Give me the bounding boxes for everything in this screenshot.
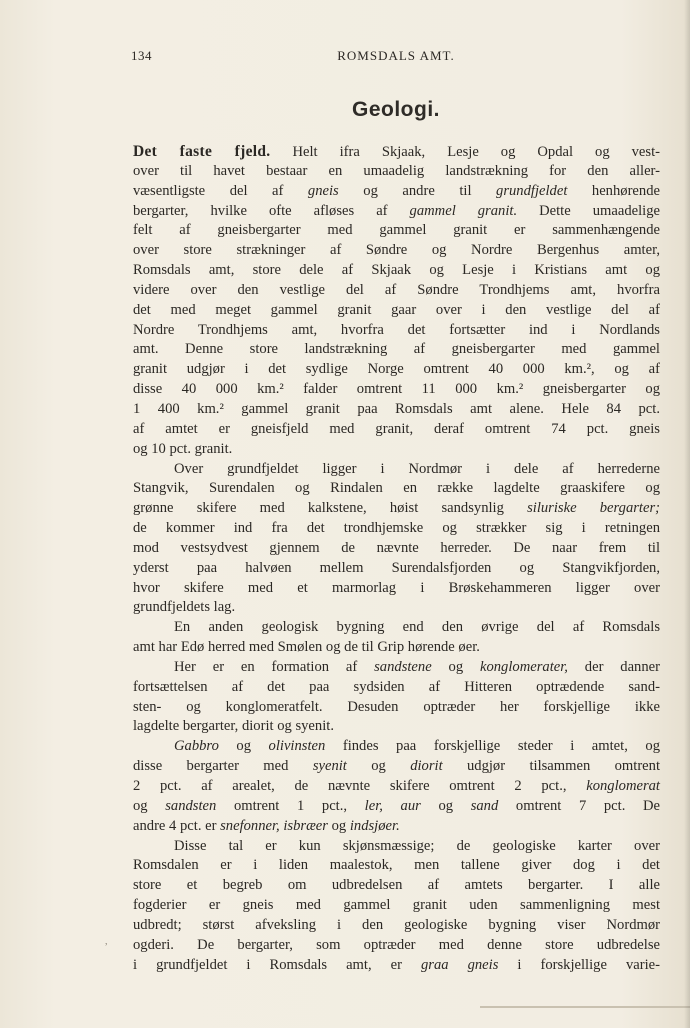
text-run: omtrent 1 pct., — [216, 797, 365, 814]
text-run: 1 400 km.² gammel granit paa Romsdals amt alene. Hele 84 pct. — [133, 400, 660, 417]
italic-term: sandsten — [165, 797, 217, 814]
margin-mark: , — [105, 936, 108, 947]
text-line — [133, 241, 660, 261]
text-line — [133, 202, 660, 222]
italic-term: graa gneis — [420, 956, 499, 973]
italic-term: sandstene — [374, 658, 432, 675]
text-line — [133, 380, 660, 400]
text-line — [133, 162, 660, 182]
text-line — [133, 956, 660, 976]
text-line — [133, 479, 660, 499]
text-run: og 10 pct. granit. — [133, 440, 233, 457]
text-line — [133, 460, 660, 480]
text-run: Romsdalen er i liden maalestok, men tallene giver dog i det — [133, 857, 660, 874]
text-line — [133, 182, 660, 202]
text-line — [133, 797, 660, 817]
text-run: over store strækninger af Søndre og Nordre Bergenhus amter, — [133, 242, 660, 259]
text-run: granit udgjør i det sydlige Norge omtrent 40 000 km.², og af — [133, 361, 660, 378]
text-line — [133, 420, 660, 440]
text-line — [133, 539, 660, 559]
italic-term: syenit — [312, 758, 347, 775]
text-run: yderst paa halvøen mellem Surendalsfjorden og Stangvikfjorden, — [133, 559, 660, 576]
text-run: bergarter, hvilke ofte afløses af — [133, 202, 410, 219]
text-run: og — [346, 758, 411, 775]
text-run: findes paa forskjellige steder i amtet, og — [325, 738, 660, 755]
italic-term: konglomerater, — [479, 658, 568, 675]
text-run: mod vestsydvest gjennem de nævnte herreder. De naar frem til — [133, 539, 660, 556]
text-line — [133, 559, 660, 579]
text-line — [133, 876, 660, 896]
text-line — [133, 598, 660, 618]
text-line — [133, 579, 660, 599]
text-run: disse bergarter med — [133, 758, 313, 775]
text-line — [133, 658, 660, 678]
italic-term: Gabbro — [174, 738, 219, 755]
text-line — [133, 936, 660, 956]
text-line — [133, 817, 660, 837]
text-run: fogderier er gneis med gammel granit uden sammenligning mest — [133, 897, 660, 914]
text-run: grundfjeldets lag. — [133, 599, 236, 616]
text-run: og — [218, 738, 269, 755]
page-shadow — [684, 0, 690, 1028]
text-line — [133, 519, 660, 539]
text-line — [133, 340, 660, 360]
text-line — [133, 638, 660, 658]
text-line — [133, 678, 660, 698]
text-line — [133, 896, 660, 916]
text-line — [133, 321, 660, 341]
page-edge — [480, 1006, 690, 1008]
text-run: over til havet bestaar en umaadelig landstrækning for den aller- — [133, 162, 660, 179]
page-number: 134 — [131, 48, 152, 63]
text-run: Her er en formation af — [174, 658, 375, 675]
text-run: store et begreb om udbredelsen af amtets bergarter. I alle — [133, 877, 660, 894]
text-run: de kommer ind fra det trondhjemske og strækker sig i retningen — [133, 520, 660, 537]
text-line — [133, 360, 660, 380]
page-header — [131, 48, 661, 68]
text-run: der danner — [567, 658, 660, 675]
text-run: omtrent 7 pct. De — [498, 797, 661, 814]
text-run: udgjør tilsammen omtrent — [442, 758, 661, 775]
text-run: lagdelte bergarter, diorit og syenit. — [133, 718, 334, 735]
text-run: felt af gneisbergarter med gammel granit er sammenhængende — [133, 222, 660, 239]
text-line — [133, 440, 660, 460]
text-run: amt har Edø herred med Smølen og de til Grip hørende øer. — [133, 639, 480, 656]
text-run: væsentligste del af — [133, 182, 308, 199]
text-line — [133, 916, 660, 936]
text-run: af amtet er gneisfjeld med granit, deraf omtrent 74 pct. gneis — [133, 420, 660, 437]
text-run: Dette umaadelige — [517, 202, 660, 219]
italic-term: konglomerat — [586, 778, 660, 794]
text-run: En anden geologisk bygning end den øvrige del af Romsdals — [174, 619, 660, 636]
text-line — [133, 856, 660, 876]
running-head: ROMSDALS AMT. — [337, 48, 455, 63]
text-line — [133, 777, 660, 797]
section-title: Geologi. — [352, 98, 440, 121]
text-run: og — [327, 817, 350, 834]
text-run: hvor skifere med et marmorlag i Brøskehammeren ligger over — [133, 579, 660, 596]
text-line — [133, 221, 660, 241]
text-line — [133, 142, 660, 162]
text-run: Over grundfjeldet ligger i Nordmør i dele af herrederne — [174, 460, 660, 477]
text-run: grønne skifere med kalkstene, høist sandsynlig — [133, 500, 528, 517]
text-line — [133, 618, 660, 638]
text-run: ogderi. De bergarter, som optræder med denne store udbredelse — [133, 936, 660, 953]
paragraph-lead: Det faste fjeld. — [133, 143, 271, 160]
text-run: Romsdals amt, store dele af Skjaak og Lesje i Kristians amt og — [133, 262, 660, 279]
text-run: og — [420, 797, 471, 814]
text-line — [133, 261, 660, 281]
text-line — [133, 400, 660, 420]
text-line — [133, 757, 660, 777]
italic-term: olivinsten — [268, 738, 326, 755]
text-line — [133, 301, 660, 321]
italic-term: sand — [470, 797, 499, 814]
italic-term: indsjøer. — [349, 817, 400, 834]
italic-term: siluriske bergarter; — [527, 500, 660, 517]
text-run: fortsættelsen af det paa sydsiden af Hitteren optrædende sand- — [133, 678, 660, 695]
text-run: og andre til — [338, 182, 497, 199]
text-run: Disse tal er kun skjønsmæssige; de geologiske karter over — [174, 837, 660, 854]
italic-term: ler, aur — [364, 797, 421, 814]
text-run: disse 40 000 km.² falder omtrent 11 000 km.² gneisbergarter og — [133, 381, 660, 398]
text-line — [133, 281, 660, 301]
text-run: udbredt; størst afveksling i den geologiske bygning viser Nordmør — [133, 916, 660, 933]
text-run: og — [431, 658, 480, 675]
text-line — [133, 499, 660, 519]
text-run: i forskjellige varie- — [498, 956, 660, 973]
text-run: henhørende — [567, 182, 660, 199]
text-line — [133, 837, 660, 857]
text-run: sten- og konglomeratfelt. Desuden optræder her forskjellige ikke — [133, 698, 660, 715]
text-run: 2 pct. af arealet, de nævnte skifere omtrent 2 pct., — [133, 778, 587, 794]
italic-term: gammel granit. — [409, 202, 518, 219]
italic-term: grundfjeldet — [496, 182, 568, 199]
italic-term: snefonner, isbræer — [220, 817, 328, 834]
italic-term: diorit — [410, 758, 443, 775]
text-line — [133, 737, 660, 757]
text-line — [133, 717, 660, 737]
text-run: andre 4 pct. er — [133, 817, 221, 834]
text-run: i grundfjeldet i Romsdals amt, er — [133, 956, 421, 973]
text-run: amt. Denne store landstrækning af gneisbergarter med gammel — [133, 341, 660, 358]
text-run: Helt ifra Skjaak, Lesje og Opdal og vest- — [270, 144, 660, 160]
text-run: Nordre Trondhjems amt, hvorfra det fortsætter ind i Nordlands — [133, 321, 660, 338]
text-line — [133, 698, 660, 718]
text-run: og — [133, 797, 166, 814]
text-run: det med meget gammel granit gaar over i den vestlige del af — [133, 301, 660, 318]
text-run: Stangvik, Surendalen og Rindalen en række lagdelte graaskifere og — [133, 480, 660, 497]
body-text — [133, 142, 660, 975]
italic-term: gneis — [307, 182, 339, 199]
text-run: videre over den vestlige del af Søndre Trondhjems amt, hvorfra — [133, 281, 660, 298]
